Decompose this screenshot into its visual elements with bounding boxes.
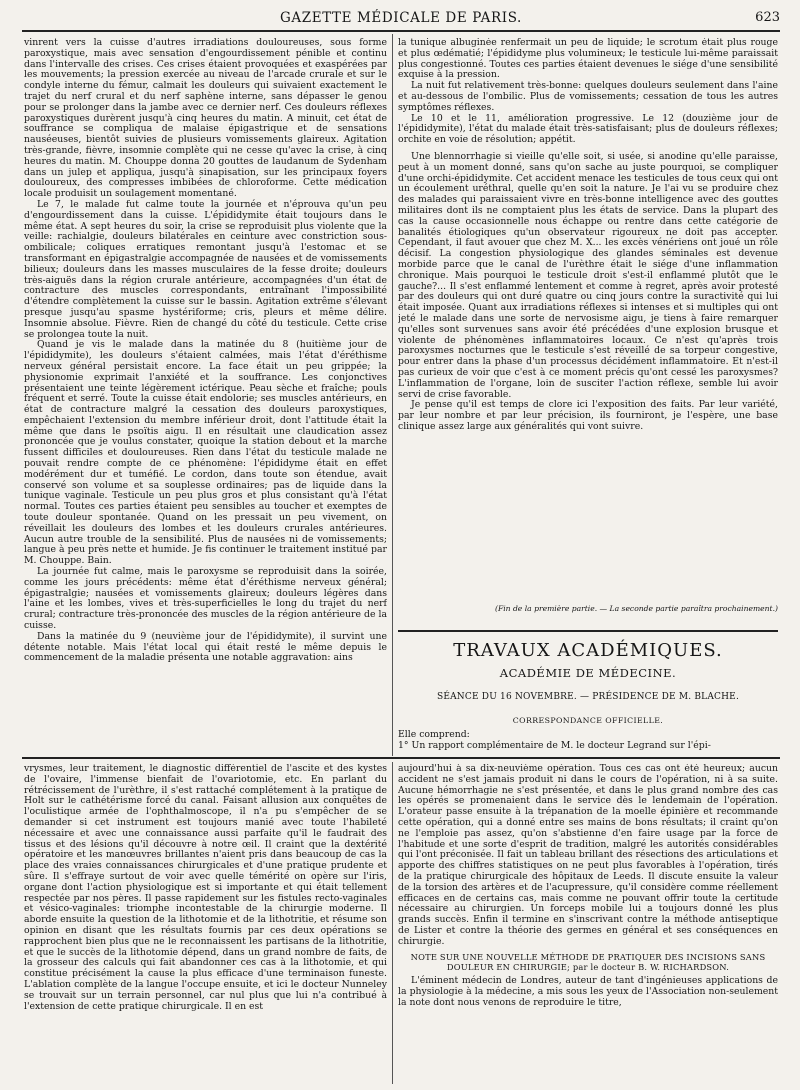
left-column-bottom — [24, 764, 387, 1080]
paragraph: Dans la matinée du 9 (neuvième jour de l'épididymite), il survint une détente notable. Mais l'état local qui était resté le même depuis le commencement de la maladie présenta une notable aggravation: ains — [24, 630, 387, 664]
section-subtitle: ACADÉMIE DE MÉDECINE. — [499, 666, 677, 680]
paragraph: L'éminent médecin de Londres, auteur de tant d'ingénieuses applications de la physiologie à la médecine, a mis sous les yeux de l'Association non-seulement la note dont nous venons de reproduire le titre, — [398, 975, 778, 1008]
paragraph: Je pense qu'il est temps de clore ici l'exposition des faits. Par leur variété, par leur nombre et par leur précision, ils fourniront, je l'espère, une base clinique assez large aux généralités qui vont suivre. — [398, 399, 778, 432]
paragraph: La journée fut calme, mais le paroxysme se reproduisit dans la soirée, comme les jours précédents: même état d'éréthisme nerveux général; épigastralgie; nausées et vomissements glaireux; douleurs légères dans l'aine et les lombes, vives et très-superficielles le long du trajet du nerf crural; contracture très-prononcée des muscles de la région antérieure de la cuisse. — [24, 566, 387, 632]
journal-title: GAZETTE MÉDICALE DE PARIS. — [280, 10, 522, 26]
column-divider-top — [392, 34, 393, 756]
paragraph: Quand je vis le malade dans la matinée du 8 (huitième jour de l'épididymite), les douleurs s'étaient calmées, mais l'état d'éréthisme nerveux général persistait encore. La face était un peu grippée; la physionomie exprimait l'anxiété et la souffrance. Les conjonctives présentaient une teinte légèrement ictérique. Peau sèche et fraîche; pouls fréquent et serré. Toute la cuisse était endolorie; ses muscles antérieurs, en état de contracture malgré la cessation des douleurs paroxystiques, empêchaient l'extension du membre inférieur droit, dont l'attitude était la même que dans le psoïtis aigu. Il en résultait une claudication assez prononcée que je voulus constater, quoique la station debout et la marche fussent difficiles et douloureuses. Rien dans l'état du testicule malade ne pouvait rendre compte de ce phénomène: l'épididyme était en effet modérément dur et tuméfié. Le cordon, dans toute son étendue, avait conservé son volume et sa souplesse ordinaires; pas de liquide dans la tunique vaginale. Testicule un peu plus gros et plus consistant qu'à l'état normal. Toutes ces parties étaient peu sensibles au toucher et exemptes de toute douleur spontanée. Quand on les pressait un peu vivement, on réveillait les douleurs des lombes et les douleurs crurales antérieures. Aucun autre trouble de la sensibilité. Plus de nausées ni de vomissements; langue à peu près nette et humide. Je fis continuer le traitement institué par M. Chouppe. Bain. — [24, 339, 387, 567]
correspondence-heading: CORRESPONDANCE OFFICIELLE. — [512, 716, 664, 725]
paragraph: vinrent vers la cuisse d'autres irradiations douloureuses, sous forme paroxystique, mais avec sensation d'engourdissement pénible et continu dans l'intervalle des crises. Ces crises étaient provoquées et exaspérées par les mouvements; la pression exercée au niveau de l'arcade crurale et sur le condyle interne du fémur, calmait les douleurs qui suivaient exactement le trajet du nerf crural et du nerf saphène interne, sans dépasser le genou pour se prolonger dans la jambe avec ce dernier nerf. Ces douleurs réflexes paroxystiques durèrent jusqu'à cinq heures du matin. A minuit, cet état de souffrance se compliqua de malaise épigastrique et de sensations nauséeuses, bientôt suivies de plusieurs vomissements glaireux. Agitation très-grande, fièvre, insomnie complète qui ne cesse qu'avec la crise, à cinq heures du matin. M. Chouppe donna 20 gouttes de laudanum de Sydenham dans un julep et appliqua, jusqu'à sinapisation, sur les principaux foyers douloureux, des compresses imbibées de chloroforme. Cette médication locale produisit un soulagement momentané. — [24, 38, 387, 200]
paragraph: Le 7, le malade fut calme toute la journée et n'éprouva qu'un peu d'engourdissement dans la cuisse. L'épididymite était toujours dans le même état. A sept heures du soir, la crise se reproduisit plus violente que la veille: rachialgie, douleurs bilatérales en ceinture avec constriction sous-ombilicale; coliques erratiques remontant jusqu'à l'estomac et se transformant en épigastralgie accompagnée de nausées et de vomissements bilieux; douleurs dans les masses musculaires de la fesse droite; douleurs très-aiguës dans la région crurale antérieure, accompagnées d'un état de contracture des muscles correspondants, entraînant l'impossibilité d'étendre complètement la cuisse sur le bassin. Agitation extrême s'élevant presque jusqu'au spasme hystériforme; cris, pleurs et même délire. Insomnie absolue. Fièvre. Rien de changé du côté du testicule. Cette crise se prolongea toute la nuit. — [24, 198, 387, 340]
article-heading: NOTE SUR UNE NOUVELLE MÉTHODE DE PRATIQUER DES INCISIONS SANS DOULEUR EN CHIRURGIE; par le docteur B. W. RICHARDSON. — [410, 951, 766, 973]
paragraph: Une blennorrhagie si vieille qu'elle soit, si usée, si anodine qu'elle paraisse, peut à un moment donné, sans qu'on sache au juste pourquoi, se compliquer d'une orchi-épididymite. Cet accident menace les testicules de tous ceux qui ont un écoulement uréthral, quelle qu'en soit la nature. Je l'ai vu se produire chez des malades qui paraissaient vivre en très-bonne intelligence avec des gouttes militaires dont ils ne comptaient plus les états de service. Dans la plupart des cas la cause occasionnelle nous échappe ou rentre dans cette catégorie de banalités étiologiques qu'un observateur rigoureux ne doit pas accepter. Cependant, il faut avouer que chez M. X... les excès vénériens ont joué un rôle décisif. La congestion physiologique des glandes séminales est devenue morbide parce que le canal de l'urèthre était le siége d'une inflammation chronique. Mais pourquoi le testicule droit s'est-il enflammé plutôt que le gauche?... Il s'est enflammé lentement et comme à regret, après avoir protesté par des douleurs qui ont duré quatre ou cinq jours contre la suractivité qui lui était imposée. Quant aux irradiations réflexes si intenses et si multiples qui ont jeté le malade dans une sorte de nervosisme aigu, je tiens à faire remarquer qu'elles sont survenues sans avoir été précédées d'une explosion brusque et violente de phénomènes inflammatoires locaux. Ce n'est qu'après trois paroxysmes nocturnes que le testicule s'est réveillé de sa torpeur congestive, pour entrer dans la phase d'un processus décidément inflammatoire. Et n'est-il pas curieux de voir que c'est à ce moment précis qu'ont cessé les paroxysmes? L'inflammation de l'organe, loin de susciter l'action réflexe, semble lui avoir servi de crise favorable. — [398, 150, 778, 400]
column-divider-bottom — [392, 762, 393, 1084]
right-column-top — [398, 38, 778, 604]
page-header — [22, 8, 780, 32]
paragraph: La nuit fut relativement très-bonne: quelques douleurs seulement dans l'aine et au-dessous de l'ombilic. Plus de vomissements; cessation de tous les autres symptômes réflexes. — [398, 80, 778, 113]
section-divider — [398, 630, 778, 632]
paragraph: 1° Un rapport complémentaire de M. le docteur Legrand sur l'épi- — [398, 739, 711, 751]
end-of-part-note: (Fin de la première partie. — La seconde partie paraîtra prochainement.) — [494, 604, 778, 613]
page-divider — [22, 757, 780, 759]
section-title: TRAVAUX ACADÉMIQUES. — [453, 640, 723, 661]
session-heading: SÉANCE DU 16 NOVEMBRE. — PRÉSIDENCE DE M. BLACHE. — [436, 692, 740, 702]
page-number: 623 — [755, 10, 780, 25]
paragraph: aujourd'hui à sa dix-neuvième opération. Tous ces cas ont été heureux; aucun accident ne s'est jamais produit ni dans le cours de l'opération, ni à sa suite. Aucune hémorrhagie ne s'est présentée, et dans le plus grand nombre des cas les opérés se promenaient dans le service dès le lendemain de l'opération. L'orateur passe ensuite à la trépanation de la moelle épinière et recommande cette opération, qui a donné entre ses mains de bons résultats; il craint qu'on ne l'emploie pas assez, qu'on s'abstienne d'en faire usage par la force de l'habitude et une sorte d'esprit de tradition, malgré les autorités considérables qui l'ont préconisée. Il fait un tableau brillant des résections des articulations et apporte des chiffres statistiques on ne peut plus favorables à l'opération, tirés de la pratique chirurgicale des hôpitaux de Leeds. Il discute ensuite la valeur de la torsion des artères et de l'acupressure, qu'il considère comme réellement efficaces en de certains cas, mais comme ne pouvant offrir toute la certitude nécessaire au chirurgien. Un forceps mobile lui a toujours donné les plus grands succès. Enfin il termine en s'inscrivant contre la méthode antiseptique de Lister et contre la théorie des germes en général et ses conséquences en chirurgie. — [398, 764, 778, 947]
paragraph: vrysmes, leur traitement, le diagnostic différentiel de l'ascite et des kystes de l'ovaire, l'immense bienfait de l'ovariotomie, etc. En parlant du rétrécissement de l'urèthre, il s'est rattaché complétement à la pratique de Holt sur le cathétérisme forcé du canal. Faisant allusion aux conquêtes de l'oculistique armée de l'ophthalmoscope, il n'a pu s'empêcher de se demander si cet instrument est toujours manié avec toute l'habileté nécessaire et avec une connaissance aussi parfaite qu'il le faudrait des tissus et des lésions qu'il découvre à notre œil. Il craint que la dextérité opératoire et les manœuvres brillantes n'aient pris dans beaucoup de cas la place des vraies connaissances chirurgicales et d'une pratique prudente et sûre. Il s'effraye surtout de voir avec quelle témérité on opère sur l'iris, organe dont l'action physiologique est si importante et qui était tellement respectée par nos pères. Il passe rapidement sur les fistules recto-vaginales et vésico-vaginales: triomphe incontestable de la chirurgie moderne. Il aborde ensuite la question de la lithotomie et de la lithotritie, et résume son opinion en disant que les résultats fournis par ces deux opérations se rapprochent bien plus que ne le reconnaissent les partisans de la lithotritie, et que le succès de la lithotomie dépend, dans un grand nombre de faits, de la grosseur des calculs qui fait abandonner ces cas à la lithotomie, et qui constitue précisément la cause la plus efficace d'une terminaison funeste. L'ablation complète de la langue l'occupe ensuite, et ici le docteur Nunneley se trouvait sur un terrain personnel, car nul plus que lui n'a contribué à l'extension de cette pratique chirurgicale. Il en est — [24, 764, 387, 1012]
paragraph: Elle comprend: — [398, 730, 470, 740]
section-body — [398, 730, 778, 756]
paragraph: la tunique albuginée renfermait un peu de liquide; le scrotum était plus rouge et plus œdématié; l'épididyme plus volumineux; le testicule lui-même paraissait plus congestionné. Toutes ces parties étaient devenues le siége d'une sensibilité exquise à la pression. — [398, 38, 778, 81]
paragraph: Le 10 et le 11, amélioration progressive. Le 12 (douzième jour de l'épididymite), l'état du malade était très-satisfaisant; plus de douleurs réflexes; orchite en voie de résolution; appétit. — [398, 112, 778, 146]
left-column-top — [24, 38, 387, 748]
right-column-bottom — [398, 764, 778, 1080]
